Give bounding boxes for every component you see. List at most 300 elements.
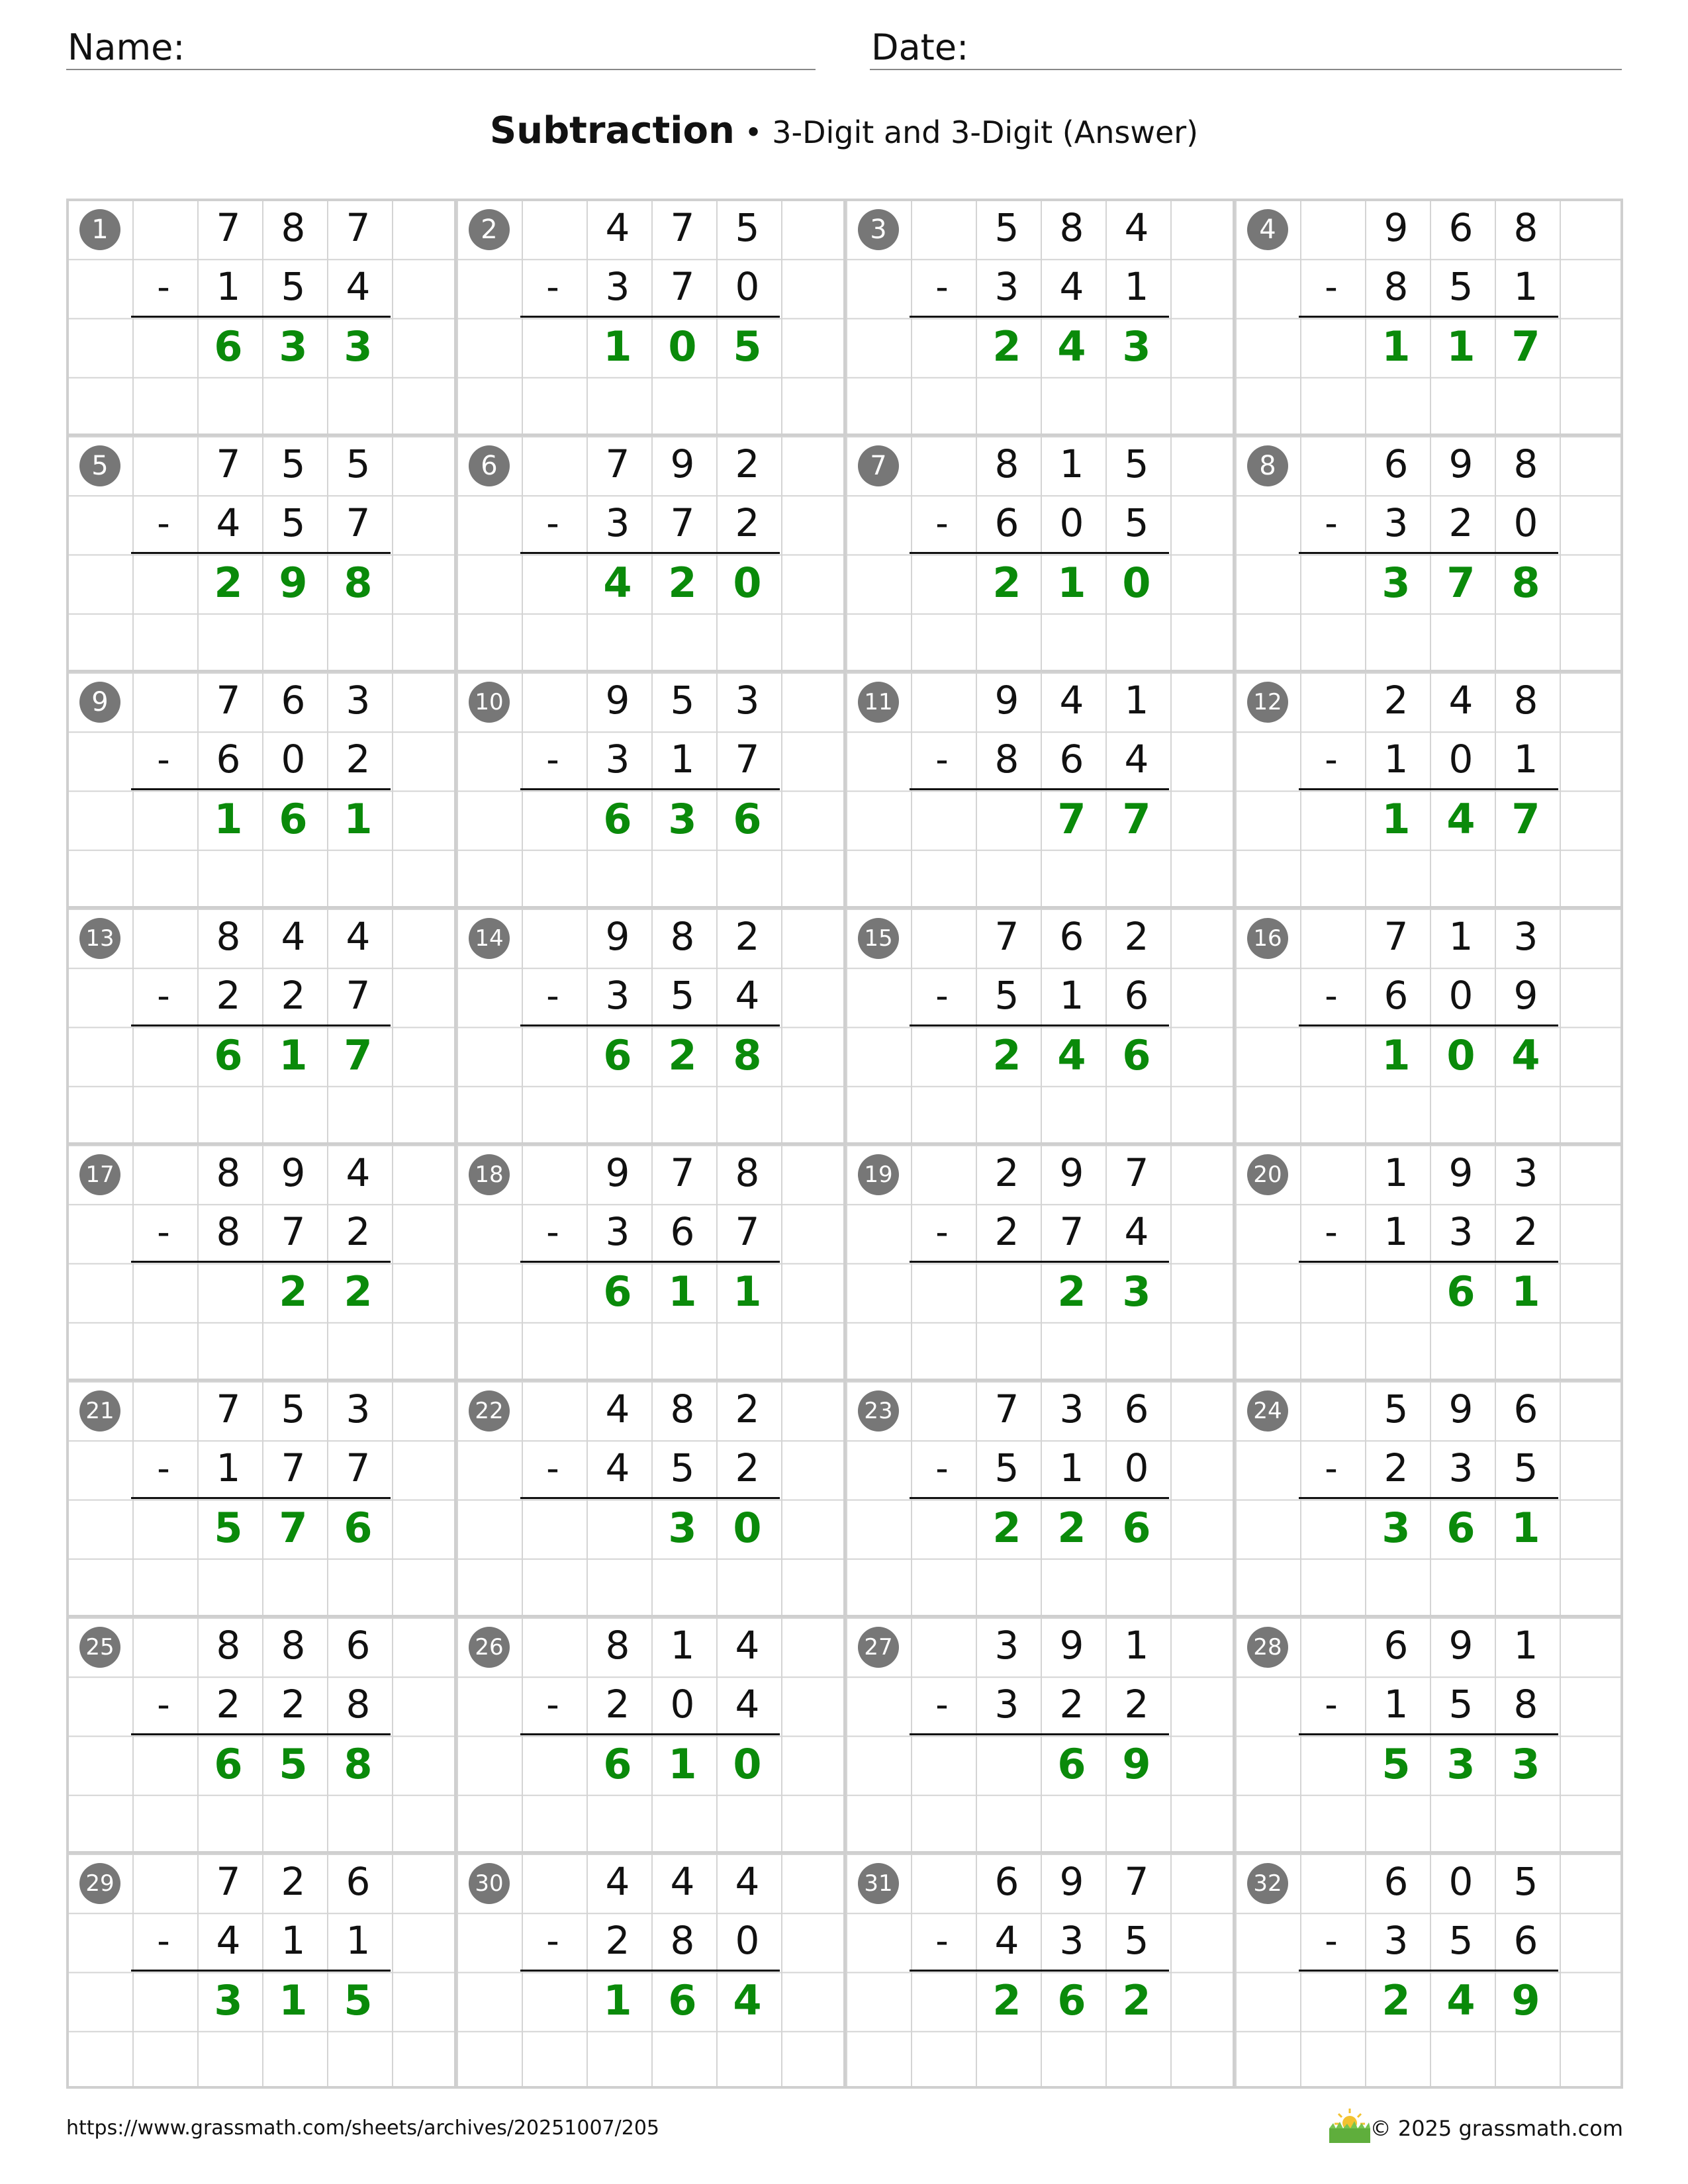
answer-line <box>1299 1024 1558 1026</box>
top-digit: 6 <box>1383 441 1409 486</box>
top-digit: 1 <box>1383 1150 1409 1195</box>
top-digit: 6 <box>1383 1859 1409 1904</box>
answer-line <box>131 1024 391 1026</box>
answer-digit: 2 <box>992 1030 1021 1079</box>
answer-digit: 1 <box>1382 1030 1411 1079</box>
answer-line <box>1299 1261 1558 1263</box>
answer-line <box>910 1733 1169 1735</box>
minus-sign: - <box>157 1211 170 1253</box>
problem-block <box>455 1144 845 1380</box>
problem-block <box>1234 435 1623 671</box>
minus-sign: - <box>157 1447 170 1490</box>
top-digit: 4 <box>346 1150 371 1195</box>
problem-block <box>455 435 845 671</box>
top-digit: 8 <box>735 1150 760 1195</box>
bottom-digit: 3 <box>994 1682 1019 1727</box>
top-digit: 6 <box>1513 1387 1538 1432</box>
top-digit: 6 <box>1059 914 1084 959</box>
answer-digit: 3 <box>214 1976 243 2025</box>
answer-line <box>910 1970 1169 1972</box>
problem-number-badge: 32 <box>1247 1863 1288 1904</box>
answer-digit: 1 <box>279 1030 308 1079</box>
top-digit: 2 <box>735 441 760 486</box>
top-digit: 7 <box>216 441 241 486</box>
problem-block <box>1234 907 1623 1144</box>
problem-divider <box>843 671 846 907</box>
top-digit: 8 <box>1513 441 1538 486</box>
answer-digit: 2 <box>279 1267 308 1316</box>
top-digit: 9 <box>605 914 630 959</box>
top-digit: 9 <box>670 441 695 486</box>
problem-block <box>66 199 455 435</box>
bottom-digit: 7 <box>1059 1209 1084 1255</box>
answer-line <box>910 1024 1169 1026</box>
top-digit: 3 <box>1513 1150 1538 1195</box>
top-digit: 8 <box>281 205 306 250</box>
problem-block <box>455 1852 845 2089</box>
answer-digit: 6 <box>1122 1503 1151 1552</box>
top-digit: 9 <box>1448 1387 1474 1432</box>
problem-divider <box>454 1852 457 2089</box>
bottom-digit: 5 <box>1448 264 1474 310</box>
minus-sign: - <box>157 1920 170 1962</box>
bottom-digit: 7 <box>346 500 371 546</box>
answer-digit: 6 <box>603 1267 632 1316</box>
top-digit: 9 <box>1448 1623 1474 1668</box>
top-digit: 3 <box>346 678 371 723</box>
answer-digit: 1 <box>214 794 243 843</box>
problem-divider <box>1233 907 1235 1144</box>
top-digit: 4 <box>735 1859 760 1904</box>
problem-number-badge: 3 <box>858 209 899 250</box>
problem-divider <box>1233 1380 1235 1616</box>
bottom-digit: 2 <box>735 500 760 546</box>
problem-block <box>66 671 455 907</box>
problem-divider <box>843 1616 846 1852</box>
bottom-digit: 4 <box>605 1445 630 1491</box>
name-label: Name: <box>68 26 185 68</box>
top-digit: 4 <box>605 1387 630 1432</box>
bottom-digit: 1 <box>1383 1682 1409 1727</box>
top-digit: 5 <box>994 205 1019 250</box>
top-digit: 1 <box>1059 441 1084 486</box>
bottom-digit: 1 <box>1059 1445 1084 1491</box>
answer-digit: 1 <box>603 322 632 371</box>
bottom-digit: 3 <box>605 264 630 310</box>
answer-digit: 6 <box>214 1739 243 1788</box>
top-digit: 3 <box>346 1387 371 1432</box>
bottom-digit: 1 <box>346 1918 371 1964</box>
bottom-digit: 4 <box>1124 737 1149 782</box>
problem-block <box>455 907 845 1144</box>
bottom-digit: 2 <box>1513 1209 1538 1255</box>
bottom-digit: 0 <box>281 737 306 782</box>
bottom-digit: 1 <box>1059 973 1084 1019</box>
top-digit: 1 <box>1448 914 1474 959</box>
answer-line <box>131 788 391 790</box>
problem-block <box>455 199 845 435</box>
bottom-digit: 6 <box>1124 973 1149 1019</box>
bottom-digit: 7 <box>346 973 371 1019</box>
problem-number-badge: 19 <box>858 1154 899 1195</box>
bottom-digit: 8 <box>994 737 1019 782</box>
answer-line <box>1299 1733 1558 1735</box>
top-digit: 5 <box>346 441 371 486</box>
problem-number-badge: 25 <box>79 1627 120 1668</box>
problem-block <box>845 907 1234 1144</box>
top-digit: 1 <box>1124 678 1149 723</box>
answer-line <box>910 1261 1169 1263</box>
bottom-digit: 9 <box>1513 973 1538 1019</box>
answer-digit: 1 <box>733 1267 762 1316</box>
answer-line <box>520 1970 780 1972</box>
answer-digit: 2 <box>1057 1267 1086 1316</box>
top-digit: 6 <box>1124 1387 1149 1432</box>
top-digit: 6 <box>1383 1623 1409 1668</box>
bottom-digit: 2 <box>1383 1445 1409 1491</box>
minus-sign: - <box>1325 975 1338 1017</box>
bottom-digit: 2 <box>1124 1682 1149 1727</box>
bottom-digit: 1 <box>1383 1209 1409 1255</box>
minus-sign: - <box>935 1920 949 1962</box>
answer-digit: 6 <box>1057 1976 1086 2025</box>
footer-copyright: © 2025 grassmath.com <box>1370 2116 1623 2141</box>
answer-digit: 2 <box>992 558 1021 607</box>
top-digit: 8 <box>994 441 1019 486</box>
bottom-digit: 2 <box>346 1209 371 1255</box>
answer-digit: 6 <box>733 794 762 843</box>
problem-number-badge: 22 <box>469 1390 510 1432</box>
answer-digit: 0 <box>733 558 762 607</box>
top-digit: 6 <box>346 1623 371 1668</box>
top-digit: 9 <box>1448 1150 1474 1195</box>
answer-digit: 2 <box>214 558 243 607</box>
answer-digit: 3 <box>344 322 373 371</box>
bottom-digit: 2 <box>281 973 306 1019</box>
problem-divider <box>1233 435 1235 671</box>
answer-digit: 0 <box>733 1739 762 1788</box>
answer-digit: 1 <box>1382 322 1411 371</box>
bottom-digit: 4 <box>735 1682 760 1727</box>
answer-digit: 6 <box>214 322 243 371</box>
problem-divider <box>843 907 846 1144</box>
top-digit: 2 <box>735 914 760 959</box>
bottom-digit: 6 <box>1059 737 1084 782</box>
bottom-digit: 5 <box>670 1445 695 1491</box>
bottom-digit: 5 <box>281 264 306 310</box>
answer-digit: 1 <box>1057 558 1086 607</box>
answer-digit: 5 <box>279 1739 308 1788</box>
date-field[interactable] <box>870 24 1622 70</box>
answer-digit: 1 <box>1446 322 1476 371</box>
problem-divider <box>843 1380 846 1616</box>
bottom-digit: 0 <box>1124 1445 1149 1491</box>
problem-block <box>66 1616 455 1852</box>
top-digit: 9 <box>605 678 630 723</box>
top-digit: 5 <box>281 1387 306 1432</box>
answer-digit: 2 <box>1057 1503 1086 1552</box>
answer-line <box>520 316 780 318</box>
minus-sign: - <box>157 502 170 545</box>
answer-digit: 6 <box>279 794 308 843</box>
bottom-digit: 8 <box>216 1209 241 1255</box>
title-subtitle: 3-Digit and 3-Digit (Answer) <box>772 114 1199 150</box>
problem-divider <box>454 1616 457 1852</box>
answer-digit: 7 <box>344 1030 373 1079</box>
answer-digit: 4 <box>1511 1030 1540 1079</box>
answer-digit: 3 <box>668 794 697 843</box>
answer-line <box>520 1261 780 1263</box>
top-digit: 9 <box>994 678 1019 723</box>
bottom-digit: 5 <box>1448 1682 1474 1727</box>
bottom-digit: 4 <box>216 1918 241 1964</box>
top-digit: 3 <box>735 678 760 723</box>
problem-divider <box>843 435 846 671</box>
answer-digit: 6 <box>1446 1267 1476 1316</box>
problem-number-badge: 8 <box>1247 445 1288 486</box>
bottom-digit: 2 <box>735 1445 760 1491</box>
problem-number-badge: 29 <box>79 1863 120 1904</box>
top-digit: 5 <box>1513 1859 1538 1904</box>
bottom-digit: 0 <box>670 1682 695 1727</box>
top-digit: 9 <box>1059 1150 1084 1195</box>
answer-digit: 5 <box>344 1976 373 2025</box>
top-digit: 1 <box>670 1623 695 1668</box>
problem-block <box>66 1852 455 2089</box>
problem-number-badge: 4 <box>1247 209 1288 250</box>
bottom-digit: 2 <box>605 1682 630 1727</box>
bottom-digit: 5 <box>994 1445 1019 1491</box>
top-digit: 5 <box>1383 1387 1409 1432</box>
minus-sign: - <box>546 1684 559 1726</box>
top-digit: 9 <box>1059 1859 1084 1904</box>
problem-number-badge: 1 <box>79 209 120 250</box>
problem-block <box>455 1616 845 1852</box>
minus-sign: - <box>157 1684 170 1726</box>
top-digit: 9 <box>605 1150 630 1195</box>
answer-digit: 1 <box>344 794 373 843</box>
bottom-digit: 2 <box>281 1682 306 1727</box>
answer-digit: 3 <box>1446 1739 1476 1788</box>
answer-line <box>131 1497 391 1499</box>
bottom-digit: 5 <box>1448 1918 1474 1964</box>
top-digit: 5 <box>281 441 306 486</box>
minus-sign: - <box>1325 1211 1338 1253</box>
problem-number-badge: 31 <box>858 1863 899 1904</box>
answer-digit: 6 <box>344 1503 373 1552</box>
top-digit: 6 <box>994 1859 1019 1904</box>
top-digit: 3 <box>994 1623 1019 1668</box>
answer-digit: 9 <box>279 558 308 607</box>
minus-sign: - <box>935 975 949 1017</box>
bottom-digit: 2 <box>346 737 371 782</box>
minus-sign: - <box>157 739 170 781</box>
answer-line <box>131 316 391 318</box>
minus-sign: - <box>1325 502 1338 545</box>
top-digit: 7 <box>605 441 630 486</box>
answer-digit: 2 <box>668 1030 697 1079</box>
top-digit: 4 <box>735 1623 760 1668</box>
answer-digit: 4 <box>603 558 632 607</box>
problem-block <box>1234 1852 1623 2089</box>
top-digit: 6 <box>1448 205 1474 250</box>
worksheet-title <box>0 106 1688 158</box>
top-digit: 7 <box>346 205 371 250</box>
answer-line <box>520 1024 780 1026</box>
bottom-digit: 8 <box>1513 1682 1538 1727</box>
answer-digit: 3 <box>668 1503 697 1552</box>
answer-digit: 4 <box>733 1976 762 2025</box>
problem-divider <box>454 1144 457 1380</box>
answer-digit: 1 <box>1511 1503 1540 1552</box>
bottom-digit: 3 <box>1448 1445 1474 1491</box>
problem-number-badge: 30 <box>469 1863 510 1904</box>
bottom-digit: 3 <box>1448 1209 1474 1255</box>
problem-block <box>1234 671 1623 907</box>
bottom-digit: 3 <box>1383 1918 1409 1964</box>
bottom-digit: 5 <box>1124 500 1149 546</box>
problem-block <box>66 435 455 671</box>
title-main: Subtraction <box>489 109 735 152</box>
problem-number-badge: 5 <box>79 445 120 486</box>
answer-digit: 4 <box>1446 1976 1476 2025</box>
problem-block <box>1234 199 1623 435</box>
minus-sign: - <box>157 266 170 308</box>
answer-digit: 8 <box>733 1030 762 1079</box>
problem-block <box>66 907 455 1144</box>
bottom-digit: 3 <box>605 500 630 546</box>
answer-digit: 9 <box>1511 1976 1540 2025</box>
minus-sign: - <box>546 1920 559 1962</box>
problem-number-badge: 9 <box>79 682 120 723</box>
answer-digit: 5 <box>1382 1739 1411 1788</box>
problem-block <box>845 199 1234 435</box>
answer-digit: 1 <box>668 1267 697 1316</box>
bottom-digit: 0 <box>1448 973 1474 1019</box>
answer-line <box>910 788 1169 790</box>
minus-sign: - <box>1325 1447 1338 1490</box>
answer-digit: 9 <box>1122 1739 1151 1788</box>
problem-block <box>66 1380 455 1616</box>
top-digit: 7 <box>216 205 241 250</box>
minus-sign: - <box>935 266 949 308</box>
answer-digit: 6 <box>1057 1739 1086 1788</box>
problem-divider <box>1233 671 1235 907</box>
answer-digit: 4 <box>1446 794 1476 843</box>
bottom-digit: 3 <box>605 973 630 1019</box>
footer-url[interactable]: https://www.grassmath.com/sheets/archives/20251007/205 <box>66 2116 660 2140</box>
minus-sign: - <box>935 1447 949 1490</box>
answer-digit: 2 <box>668 558 697 607</box>
top-digit: 7 <box>994 914 1019 959</box>
bottom-digit: 6 <box>1383 973 1409 1019</box>
problem-block <box>845 435 1234 671</box>
top-digit: 7 <box>670 1150 695 1195</box>
top-digit: 8 <box>670 914 695 959</box>
top-digit: 2 <box>994 1150 1019 1195</box>
problem-divider <box>454 671 457 907</box>
bottom-digit: 1 <box>216 1445 241 1491</box>
minus-sign: - <box>546 502 559 545</box>
problem-block <box>1234 1616 1623 1852</box>
bottom-digit: 3 <box>994 264 1019 310</box>
problem-number-badge: 13 <box>79 918 120 959</box>
bottom-digit: 6 <box>1513 1918 1538 1964</box>
answer-digit: 3 <box>279 322 308 371</box>
answer-digit: 0 <box>1446 1030 1476 1079</box>
bottom-digit: 1 <box>281 1918 306 1964</box>
top-digit: 4 <box>605 1859 630 1904</box>
problem-number-badge: 15 <box>858 918 899 959</box>
answer-digit: 3 <box>1382 1503 1411 1552</box>
top-digit: 2 <box>735 1387 760 1432</box>
problem-divider <box>1233 199 1235 435</box>
title-bullet: • <box>734 114 773 150</box>
answer-digit: 3 <box>1122 1267 1151 1316</box>
problem-number-badge: 27 <box>858 1627 899 1668</box>
minus-sign: - <box>546 1447 559 1490</box>
problem-number-badge: 11 <box>858 682 899 723</box>
problem-block <box>66 1144 455 1380</box>
bottom-digit: 1 <box>216 264 241 310</box>
top-digit: 4 <box>1124 205 1149 250</box>
top-digit: 8 <box>216 1623 241 1668</box>
bottom-digit: 3 <box>1059 1918 1084 1964</box>
problem-divider <box>843 1852 846 2089</box>
bottom-digit: 2 <box>1448 500 1474 546</box>
bottom-digit: 3 <box>1383 500 1409 546</box>
answer-digit: 7 <box>1446 558 1476 607</box>
answer-line <box>1299 316 1558 318</box>
answer-digit: 8 <box>344 558 373 607</box>
bottom-digit: 4 <box>216 500 241 546</box>
bottom-digit: 2 <box>216 1682 241 1727</box>
problem-divider <box>843 1144 846 1380</box>
minus-sign: - <box>546 266 559 308</box>
answer-digit: 2 <box>992 1976 1021 2025</box>
answer-digit: 4 <box>1057 1030 1086 1079</box>
problem-divider <box>454 199 457 435</box>
top-digit: 2 <box>1383 678 1409 723</box>
bottom-digit: 1 <box>670 737 695 782</box>
answer-digit: 8 <box>1511 558 1540 607</box>
bottom-digit: 4 <box>994 1918 1019 1964</box>
top-digit: 7 <box>216 1859 241 1904</box>
answer-digit: 3 <box>1382 558 1411 607</box>
problem-number-badge: 26 <box>469 1627 510 1668</box>
problem-block <box>845 1380 1234 1616</box>
problem-number-badge: 14 <box>469 918 510 959</box>
name-field[interactable] <box>66 24 816 70</box>
minus-sign: - <box>1325 1920 1338 1962</box>
answer-line <box>520 1497 780 1499</box>
bottom-digit: 0 <box>1448 737 1474 782</box>
top-digit: 3 <box>1059 1387 1084 1432</box>
bottom-digit: 3 <box>605 737 630 782</box>
bottom-digit: 5 <box>1513 1445 1538 1491</box>
problem-block <box>1234 1380 1623 1616</box>
bottom-digit: 2 <box>1059 1682 1084 1727</box>
problem-number-badge: 17 <box>79 1154 120 1195</box>
answer-digit: 7 <box>1057 794 1086 843</box>
top-digit: 4 <box>605 205 630 250</box>
top-digit: 8 <box>605 1623 630 1668</box>
bottom-digit: 7 <box>281 1445 306 1491</box>
bottom-digit: 1 <box>1383 737 1409 782</box>
minus-sign: - <box>546 739 559 781</box>
top-digit: 8 <box>1059 205 1084 250</box>
bottom-digit: 7 <box>281 1209 306 1255</box>
